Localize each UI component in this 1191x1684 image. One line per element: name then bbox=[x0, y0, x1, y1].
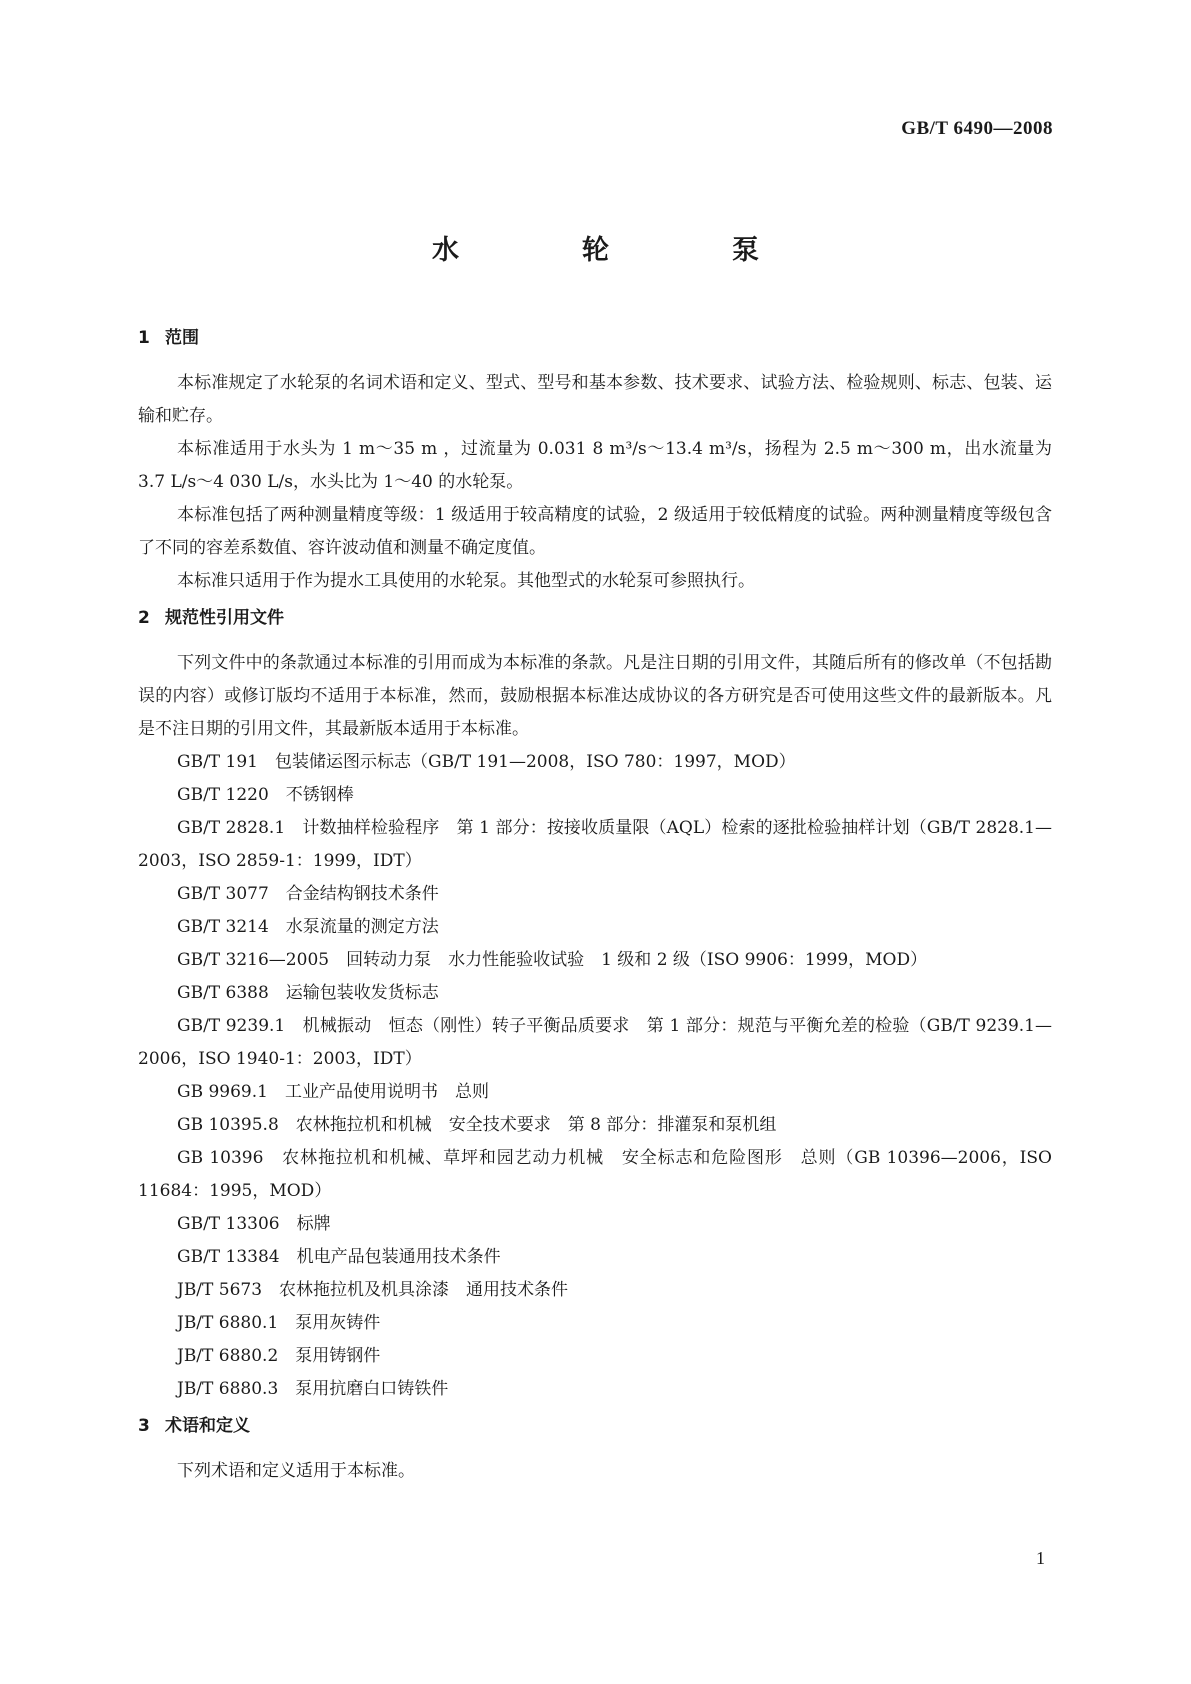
reference-item: GB/T 2828.1 计数抽样检验程序 第 1 部分：按接收质量限（AQL）检索的逐批检验抽样计划（GB/T 2828.1—2003，ISO 2859-1：1999，IDT） bbox=[138, 818, 1052, 871]
document-body bbox=[138, 322, 1052, 1488]
reference-item: GB/T 3214 水泵流量的测定方法 bbox=[177, 917, 439, 937]
paragraph: 下列术语和定义适用于本标准。 bbox=[177, 1461, 415, 1481]
reference-item: GB/T 13384 机电产品包装通用技术条件 bbox=[177, 1247, 501, 1267]
section-scope bbox=[138, 322, 1052, 598]
page-number: 1 bbox=[1036, 1548, 1045, 1568]
section-heading bbox=[138, 1410, 1052, 1443]
reference-item: GB 9969.1 工业产品使用说明书 总则 bbox=[177, 1082, 489, 1102]
reference-list bbox=[138, 746, 1052, 1406]
paragraph: 本标准只适用于作为提水工具使用的水轮泵。其他型式的水轮泵可参照执行。 bbox=[177, 571, 755, 591]
reference-item: GB/T 1220 不锈钢棒 bbox=[177, 785, 354, 805]
section-title: 术语和定义 bbox=[165, 1416, 250, 1436]
section-heading bbox=[138, 322, 1052, 355]
standard-code: GB/T 6490—2008 bbox=[901, 118, 1053, 139]
reference-item: GB 10395.8 农林拖拉机和机械 安全技术要求 第 8 部分：排灌泵和泵机组 bbox=[177, 1115, 777, 1135]
reference-item: GB/T 6388 运输包装收发货标志 bbox=[177, 983, 439, 1003]
section-title: 范围 bbox=[165, 328, 199, 348]
section-number: 3 bbox=[138, 1416, 150, 1436]
section-heading bbox=[138, 602, 1052, 635]
reference-item: GB/T 191 包装储运图示标志（GB/T 191—2008，ISO 780：1997，MOD） bbox=[177, 752, 796, 772]
reference-item: JB/T 5673 农林拖拉机及机具涂漆 通用技术条件 bbox=[177, 1280, 569, 1300]
paragraph: 本标准适用于水头为 1 m～35 m ，过流量为 0.031 8 m³/s～13.4 m³/s，扬程为 2.5 m～300 m，出水流量为 3.7 L/s～4 030 L/s，水头比为 1～40 的水轮泵。 bbox=[138, 439, 1052, 492]
reference-item: GB/T 3216—2005 回转动力泵 水力性能验收试验 1 级和 2 级（ISO 9906：1999，MOD） bbox=[177, 950, 928, 970]
section-terms-definitions bbox=[138, 1410, 1052, 1488]
paragraph: 下列文件中的条款通过本标准的引用而成为本标准的条款。凡是注日期的引用文件，其随后所有的修改单（不包括勘误的内容）或修订版均不适用于本标准，然而，鼓励根据本标准达成协议的各方研究是否可使用这些文件的最新版本。凡是不注日期的引用文件，其最新版本适用于本标准。 bbox=[138, 653, 1052, 739]
reference-item: JB/T 6880.3 泵用抗磨白口铸铁件 bbox=[177, 1379, 449, 1399]
reference-item: JB/T 6880.1 泵用灰铸件 bbox=[177, 1313, 381, 1333]
reference-item: GB/T 13306 标牌 bbox=[177, 1214, 331, 1234]
section-normative-references bbox=[138, 602, 1052, 1406]
paragraph: 本标准规定了水轮泵的名词术语和定义、型式、型号和基本参数、技术要求、试验方法、检验规则、标志、包装、运输和贮存。 bbox=[138, 373, 1052, 426]
section-number: 2 bbox=[138, 608, 150, 628]
section-title: 规范性引用文件 bbox=[165, 608, 284, 628]
reference-item: GB 10396 农林拖拉机和机械、草坪和园艺动力机械 安全标志和危险图形 总则（GB 10396—2006，ISO 11684：1995，MOD） bbox=[138, 1148, 1052, 1201]
reference-item: GB/T 3077 合金结构钢技术条件 bbox=[177, 884, 439, 904]
paragraph: 本标准包括了两种测量精度等级：1 级适用于较高精度的试验，2 级适用于较低精度的试验。两种测量精度等级包含了不同的容差系数值、容许波动值和测量不确定度值。 bbox=[138, 505, 1052, 558]
document-title: 水 轮 泵 bbox=[432, 235, 807, 266]
reference-item: JB/T 6880.2 泵用铸钢件 bbox=[177, 1346, 381, 1366]
reference-item: GB/T 9239.1 机械振动 恒态（刚性）转子平衡品质要求 第 1 部分：规范与平衡允差的检验（GB/T 9239.1—2006，ISO 1940-1：2003，IDT） bbox=[138, 1016, 1052, 1069]
section-number: 1 bbox=[138, 328, 150, 348]
